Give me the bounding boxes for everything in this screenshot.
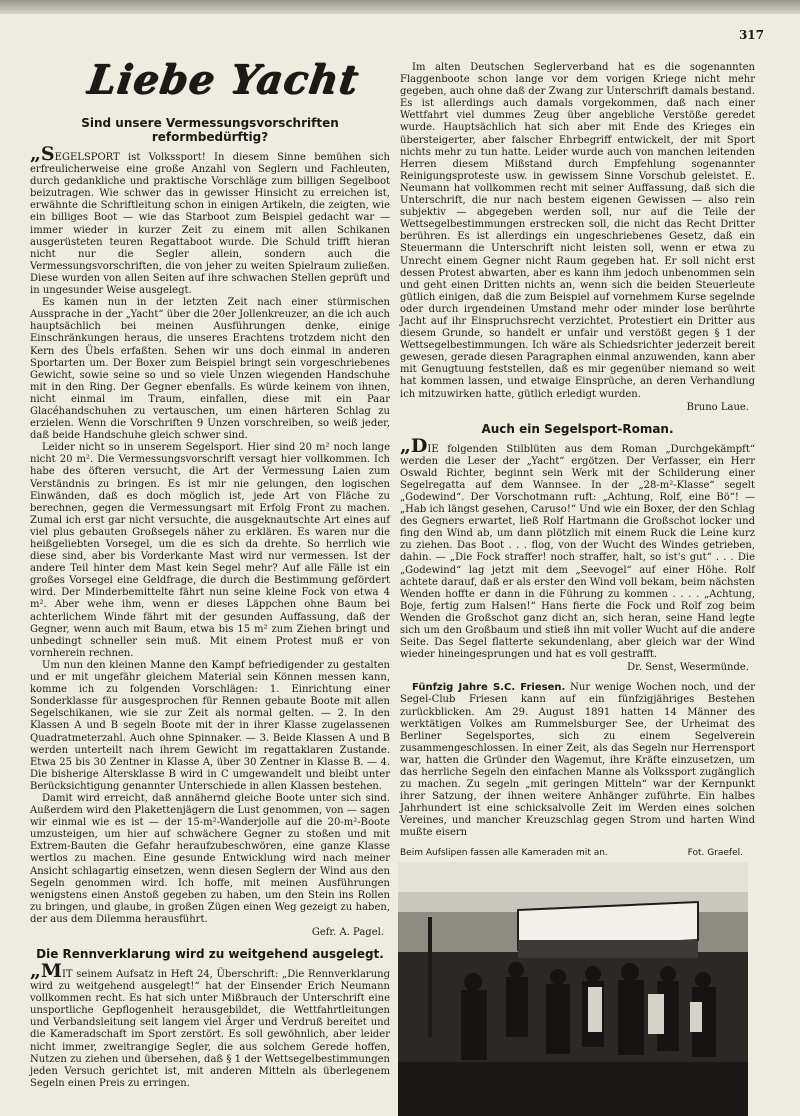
drop-cap: „M [30, 960, 62, 982]
article-paragraph: Es kamen nun in der letzten Zeit nach einer stürmischen Aussprache in der „Yacht“ über die 20er Jollenkreuzer, an die ich auch hauptsächlich bei meinen Ausführungen denke, einige Einschränkungen heraus, die unseres Erachtens trotzdem nicht den Kern des Übels erfaßten. Sehen wir uns doch einmal in anderen Sportarten um. Der Boxer zum Beispiel bringt sein vorgeschriebenes Gewicht, sowie seine so und so viele Unzen wiegenden Handschuhe mit in den Ring. Der Gegner ebenfalls. Es würde keinem von ihnen, nicht einmal im Traum, einfallen, diese mit ein Paar Glacéhandschuhen zu vertauschen, um einen härteren Schlag zu erzielen. Wenn die Vorschriften 9 Unzen vorschreiben, so weiß jeder, daß beide Handschuhe gleich schwer sind. [30, 297, 390, 442]
article-vermessung [30, 116, 390, 939]
left-column [30, 58, 390, 1096]
article-paragraph: „SEGELSPORT ist Volkssport! In diesem Sinne bemühen sich erfreulicherweise eine große Anzahl von Seglern und Fachleuten, durch gedankliche und praktische Vorschläge zum billigen Segelboot beizutragen. Wie schwer das in gewisser Hinsicht zu erreichen ist, erwähnte die Schriftleitung schon in einigen Artikeln, die zeigten, wie ein billiges Boot — wie das Starboot zum Beispiel gedacht war — immer wieder in kurzer Zeit zu einem mit allen Schikanen ausgerüsteten teuren Regattaboot wurde. Die Schuld trifft hieran nicht nur die Segler allein, sondern auch die Vermessungsvorschriften, die von jeher zu weiten Spielraum zuließen. Diese wurden von allen Seiten auf ihre schwachen Stellen geprüft und in ungesunder Weise ausgelegt. [30, 143, 390, 297]
drop-cap: „D [400, 434, 428, 457]
photo-caption-row [400, 848, 743, 858]
article-paragraph: Leider nicht so in unserem Segelsport. Hier sind 20 m² noch lange nicht 20 m². Die Vermessungsvorschrift versagt hier vollkommen. Ich habe des öfteren versucht, die Art der Vermessung Laien zum Verständnis zu bringen. Es ist mir nie gelungen, den logischen Einwänden, daß es doch möglich ist, jede Art von Fläche zu berechnen, gegen die Vermessungsart mit Erfolg Front zu machen. Zumal ich erst gar nicht versuchte, die ausgeknautschte Art eines auf viel plus gebauten Großsegels näher zu erklären. Es waren nur die heißgeliebten Vorsegel, um die es sich da drehte. So herrlich wie diese sind, aber bis Vorderkante Mast wird nur vermessen. Ist der andere Teil hinter dem Mast kein Segel mehr? Auf alle Fälle ist ein großes Vorsegel eine Geldfrage, die durch die Bestimmung gefördert wird. Der Minderbemittelte fährt nun seine kleine Fock von etwa 4 m². Aber wehe ihm, wenn er dieses Läppchen ohne Baum bei achterlichem Winde fährt mit der gesunden Auffassung, daß der Gegner, wenn auch mit Baum, etwa bis 15 m² zum Ziehen bringt und unbedingt schneller sein muß. Mit einem Protest muß er von vornherein rechnen. [30, 442, 390, 659]
drop-cap: „S [30, 143, 55, 165]
author-signature: Gefr. A. Pagel. [311, 927, 384, 938]
article-title: Fünfzig Jahre S.C. Friesen. [412, 682, 566, 694]
boat-slipping-photo [398, 862, 748, 1116]
article-paragraph: Damit wird erreicht, daß annähernd gleiche Boote unter sich sind. Außerdem wird den Plakettenjägern die Lust genommen, von — sagen wir einmal wie es ist — der 15-m²-Wanderjolle auf die 20-m²-Boote umzusteigen, um hier auf schwächere Gegner zu stoßen und mit Extrem-Bauten die Gefahr heraufzubeschwören, eine ganze Klasse wertlos zu machen. Eine gesunde Entwicklung wird nach meiner Ansicht schlagartig einsetzen, wenn diesen Seglern der Wind aus den Segeln genommen wird. Ich hoffe, mit meinen Ausführungen wenigstens einen Anstoß gegeben zu haben, um den Stein ins Rollen zu bringen, und glaube, in großen Zügen einen Weg gezeigt zu haben, der aus dem Dilemma herausführt. [30, 792, 390, 925]
article-paragraph: Fünfzig Jahre S.C. Friesen. Nur wenige Wochen noch, und der Segel-Club Friesen kann auf ein fünfzigjähriges Bestehen zurückblicken. Am 29. August 1891 hatten 14 Männer des werktätigen Volkes am Rummelsburger See, der Urheimat des Berliner Segelsportes, sich zu einem Segelverein zusammengeschlossen. In einer Zeit, als das Segeln nur Herrensport war, hatten die Gründer den Wagemut, ihre Kräfte einzusetzen, um das herrliche Segeln den einfachen Manne als Volkssport zugänglich zu machen. Zu segeln „mit geringen Mitteln“ war der Kernpunkt ihrer Satzung, der ihnen weitere Anhänger zuführte. Ein halbes Jahrhundert ist eine schicksalvolle Zeit im Werden eines solchen Vereines, und mancher Kreuzschlag gegen Strom und harten Wind mußte eisern [400, 682, 755, 839]
article-paragraph: „MIT seinem Aufsatz in Heft 24, Überschrift: „Die Rennverklarung wird zu weitgehend ausgelegt!“ hat der Einsender Erich Neumann vollkommen recht. Es hat sich unter Mißbrauch der Unterschrift eine unsportliche Gepflogenheit herausgebildet, die Wettfahrtleitungen und Verbandsleitung seit langem viel Ärger und Verdruß bereitet und die Kameradschaft im Sport zerstört. Es soll gewöhnlich, aber leider nicht immer, zweitrangige Segler, die aus solchem Gerede hoffen, Nutzen zu ziehen und übersehen, daß § 1 der Wettsegelbestimmungen jeden Versuch gerichtet ist, mit anderen Mitteln als überlegenem Segeln einen Preis zu erringen. [30, 960, 390, 1089]
photo-credit: Fot. Graefel. [687, 847, 743, 858]
article-title: Auch ein Segelsport-Roman. [481, 421, 674, 436]
article-segelsport-roman [400, 422, 755, 675]
author-signature: Dr. Senst, Wesermünde. [627, 662, 749, 674]
article-paragraph: Um nun den kleinen Manne den Kampf befriedigender zu gestalten und er mit ungefähr gleichem Material sein Können messen kann, komme ich zu folgenden Vorschlägen: 1. Einrichtung einer Sonderklasse für ausgesprochen für Rennen gebaute Boote mit allen Segelschikanen, wie sie zur Zeit als normal gelten. — 2. In den Klassen A und B segeln Boote mit der in ihrer Klasse zugelassenen Quadratmeterzahl. Auch ohne Spinnaker. — 3. Beide Klassen A und B werden unterteilt nach ihrem Gewicht im regattaklaren Zustande. Etwa 25 bis 30 Zentner in Klasse A, über 30 Zentner in Klasse B. — 4. Die bisherige Altersklasse B wird in C umgewandelt und bleibt unter Berücksichtigung genannter Unterschiede in allen Klassen bestehen. [30, 659, 390, 792]
page-top-edge [0, 0, 800, 14]
article-title: Die Rennverklarung wird zu weitgehend ausgelegt. [36, 947, 384, 961]
photo-caption: Beim Aufslipen fassen alle Kameraden mit an. [400, 847, 608, 858]
page-number: 317 [738, 28, 764, 42]
article-paragraph: „DIE folgenden Stilblüten aus dem Roman „Durchgekämpft“ werden die Leser der „Yacht“ ergötzen. Der Verfasser, ein Herr Oswald Richter, beginnt sein Werk mit der Schilderung einer Segelregatta auf dem Wannsee. In der „28-m²-Klasse“ segelt „Godewind“. Der Vorschotmann ruft: „Achtung, Rolf, eine Bö“! — „Hab ich längst gesehen, Caruso!“ Und wie ein Boxer, der den Schlag des Gegners erwartet, ließ Rolf Hartmann die Großschot locker und fing den Wind ab, um dann plötzlich mit einem Ruck die Leine kurz zu ziehen. Das Boot . . . flog, von der Wucht des Windes getrieben, dahin. — „Die Fock straffer! noch straffer, halt, so ist's gut“ . . . Die „Godewind“ lag jetzt mit dem „Seevogel“ auf einer Höhe. Rolf achtete darauf, daß er als erster den Wind voll bekam, beim nächsten Wenden hoffte er dann in die Führung zu kommen . . . . „Achtung, Boje, fertig zum Halsen!“ Hans fierte die Fock und Rolf zog beim Wenden die Großschot ganz dicht an, sich heran, seine Hand legte sich um den Großbaum und stieß ihn mit voller Wucht auf die andere Seite. Das Segel flatterte sekundenlang, aber gleich war der Wind wieder hineingesprungen und hat es voll gestrafft. [400, 434, 755, 661]
article-rennverklarung-continued [400, 62, 755, 414]
article-title: Sind unsere Vermessungsvorschriften reformbedürftig? [81, 116, 339, 144]
article-paragraph: Im alten Deutschen Seglerverband hat es die sogenannten Flaggenboote schon lange vor dem vorigen Kriege nicht mehr gegeben, auch ohne daß der Zwang zur Unterschrift damals bestand. Es ist allerdings auch damals vorgekommen, daß nach einer Wettfahrt viel dummes Zeug über angebliche Verstöße geredet wurde. Hauptsächlich hat sich aber mit Ende des Krieges ein übersteigerter, aber falscher Ehrbegriff entwickelt, der mit Sport nichts mehr zu tun hatte. Leider wurde auch von manchen leitenden Herren diesem Mißstand durch Empfehlung sogenannter Reinigungsproteste usw. in gewissem Sinne Vorschub geleistet. E. Neumann hat vollkommen recht mit seiner Auffassung, daß sich die Unterschrift, die nur nach bestem eigenen Gewissen — also rein subjektiv — abgegeben werden soll, nur auf die Teile der Wettsegelbestimmungen erstrecken soll, die nicht das Recht Dritter berühren. Es ist allerdings ein ungeschriebenes Gesetz, daß ein Steuermann die Unterschrift nicht leisten soll, wenn er etwa zu Unrecht einem Gegner nicht Raum gegeben hat. Er soll nicht erst dessen Protest abwarten, aber es kann ihm jedoch unbenommen sein und geht einen Dritten nichts an, wenn sich die beiden Steuerleute gütlich einigen, daß die zum Beispiel auf vornehmem Kurse segelnde oder durch irgendeinen Umstand mehr oder minder lose berührte Jacht auf ihr Einspruchsrecht verzichtet. Protestiert ein Dritter aus diesem Grunde, so handelt er unfair und verstößt gegen § 1 der Wettsegelbestimmungen. Ich wäre als Schiedsrichter jederzeit bereit gewesen, gerade diesen Paragraphen einmal anzuwenden, kann aber mit Genugtuung feststellen, daß es mir gegenüber niemand so weit hat kommen lassen, und etwaige Einsprüche, an deren Verhandlung ich mitzuwirken hatte, gütlich erledigt wurden. [400, 62, 755, 400]
article-rennverklarung [30, 947, 390, 1090]
author-signature: Bruno Laue. [686, 401, 749, 413]
section-masthead: Liebe Yacht [84, 56, 362, 103]
article-friesen [400, 682, 755, 839]
right-column [400, 62, 755, 1116]
